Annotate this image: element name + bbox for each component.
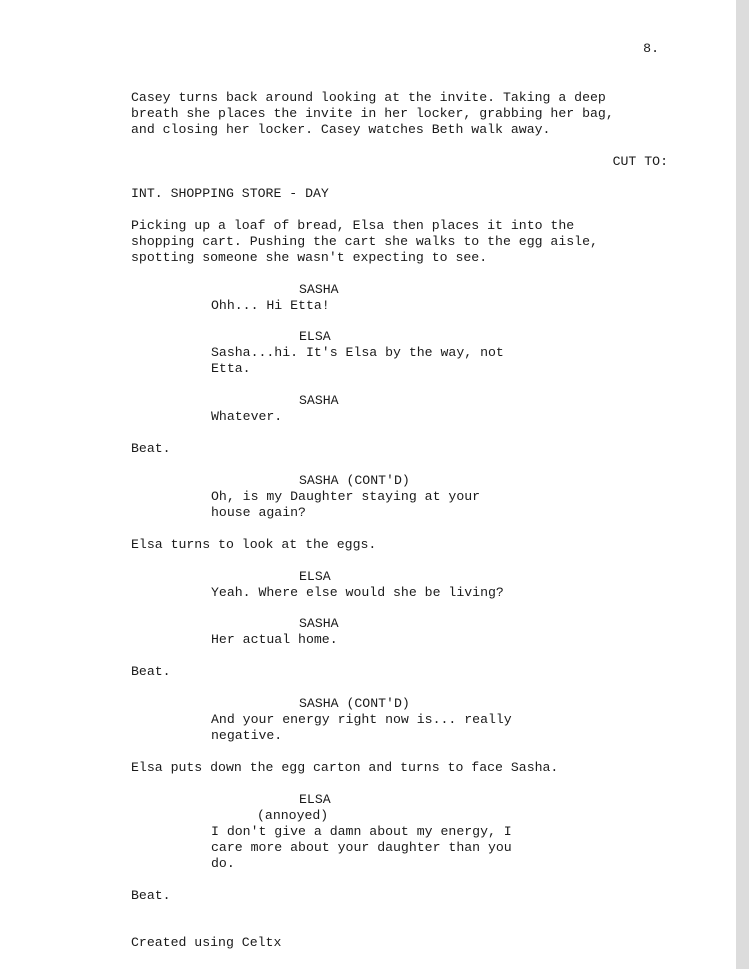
dialogue-line: Yeah. Where else would she be living? <box>211 585 504 600</box>
footer-credit: Created using Celtx <box>131 935 282 950</box>
character-cue: ELSA <box>299 792 331 807</box>
character-cue: SASHA <box>299 616 339 631</box>
action-line: Elsa puts down the egg carton and turns to face Sasha. <box>131 760 559 775</box>
action-line: shopping cart. Pushing the cart she walks to the egg aisle, <box>131 234 598 249</box>
character-cue: SASHA (CONT'D) <box>299 696 410 711</box>
character-cue: ELSA <box>299 569 331 584</box>
action-line: Beat. <box>131 888 171 903</box>
dialogue-line: care more about your daughter than you <box>211 840 512 855</box>
action-line: and closing her locker. Casey watches Beth walk away. <box>131 122 551 137</box>
dialogue-line: house again? <box>211 505 306 520</box>
dialogue-line: negative. <box>211 728 283 743</box>
scene-heading: INT. SHOPPING STORE - DAY <box>131 186 329 201</box>
character-cue: ELSA <box>299 329 331 344</box>
character-cue: SASHA <box>299 282 339 297</box>
dialogue-line: Sasha...hi. It's Elsa by the way, not <box>211 345 504 360</box>
character-cue: SASHA (CONT'D) <box>299 473 410 488</box>
dialogue-line: Her actual home. <box>211 632 338 647</box>
action-line: breath she places the invite in her locker, grabbing her bag, <box>131 106 614 121</box>
dialogue-line: do. <box>211 856 235 871</box>
action-line: Casey turns back around looking at the invite. Taking a deep <box>131 90 606 105</box>
parenthetical: (annoyed) <box>257 808 329 823</box>
page-number: 8. <box>643 41 659 56</box>
action-line: Beat. <box>131 664 171 679</box>
character-cue: SASHA <box>299 393 339 408</box>
page-edge <box>736 0 749 969</box>
action-line: Elsa turns to look at the eggs. <box>131 537 377 552</box>
dialogue-line: Etta. <box>211 361 251 376</box>
dialogue-line: Whatever. <box>211 409 283 424</box>
dialogue-line: Oh, is my Daughter staying at your <box>211 489 481 504</box>
action-line: Beat. <box>131 441 171 456</box>
dialogue-line: Ohh... Hi Etta! <box>211 298 330 313</box>
action-line: spotting someone she wasn't expecting to see. <box>131 250 488 265</box>
dialogue-line: I don't give a damn about my energy, I <box>211 824 512 839</box>
transition: CUT TO: <box>612 154 668 169</box>
action-line: Picking up a loaf of bread, Elsa then places it into the <box>131 218 575 233</box>
dialogue-line: And your energy right now is... really <box>211 712 512 727</box>
